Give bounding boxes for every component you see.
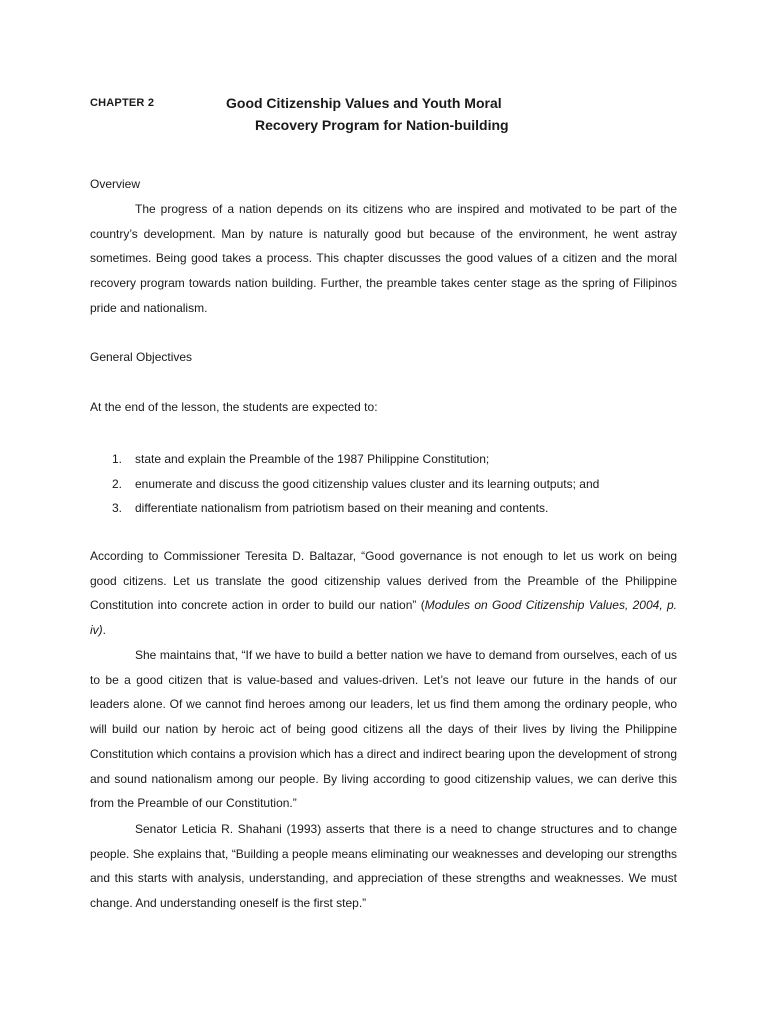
baltazar-text: According to Commissioner Teresita D. Baltazar, “Good governance is not enough to let us work on being good citizens. Let us translate the good citizenship values derived from the Preamble of the Philippine Constitution into concrete action in order to build our nation” ( xyxy=(90,549,677,613)
objectives-intro: At the end of the lesson, the students are expected to: xyxy=(90,400,378,414)
list-text: differentiate nationalism from patriotism based on their meaning and contents. xyxy=(135,501,549,516)
baltazar-citation: Modules on Good Citizenship Values, 2004, p. iv) xyxy=(90,598,677,638)
overview-paragraph: The progress of a nation depends on its citizens who are inspired and motivated to be part of the country’s development. Man by nature is naturally good but because of the environment, he went astray sometimes. Being good takes a process. This chapter discusses the good values of a citizen and the moral recovery program towards nation building. Further, the preamble takes center stage as the spring of Filipinos pride and nationalism. xyxy=(90,202,677,315)
list-item xyxy=(90,496,677,521)
overview-heading: Overview xyxy=(90,177,141,191)
maintains-paragraph: She maintains that, “If we have to build a better nation we have to demand from ourselves, each of us to be a good citizen that is value-based and values-driven. Let’s not leave our future in the hands of our leaders alone. Of we cannot find heroes among our leaders, let us find them among the ordinary people, who will build our nation by heroic act of being good citizens all the days of their lives by living the Philippine Constitution which contains a provision which has a direct and indirect bearing upon the development of strong and sound nationalism among our people. By living according to good citizenship values, we can derive this from the Preamble of our Constitution.” xyxy=(90,648,678,811)
chapter-title-line-2: Recovery Program for Nation-building xyxy=(255,117,509,133)
shahani-paragraph: Senator Leticia R. Shahani (1993) asserts that there is a need to change structures and to change people. She explains that, “Building a people means eliminating our weaknesses and developing our strengths and this starts with analysis, understanding, and appreciation of these strengths and weaknesses. We must change. And understanding oneself is the first step.” xyxy=(90,822,677,911)
list-number: 1. xyxy=(112,452,123,466)
list-item xyxy=(90,472,677,497)
list-item xyxy=(90,447,677,472)
baltazar-paragraph xyxy=(90,544,677,643)
objectives-heading: General Objectives xyxy=(90,350,193,364)
list-number: 3. xyxy=(112,501,123,516)
baltazar-end: . xyxy=(102,623,107,638)
list-number: 2. xyxy=(112,476,123,491)
chapter-label: CHAPTER 2 xyxy=(90,97,155,109)
list-text: enumerate and discuss the good citizenship values cluster and its learning outputs; and xyxy=(135,476,600,491)
list-text: state and explain the Preamble of the 1987 Philippine Constitution; xyxy=(135,452,490,466)
objectives-list xyxy=(90,447,677,521)
chapter-title-line-1: Good Citizenship Values and Youth Moral xyxy=(226,95,502,111)
